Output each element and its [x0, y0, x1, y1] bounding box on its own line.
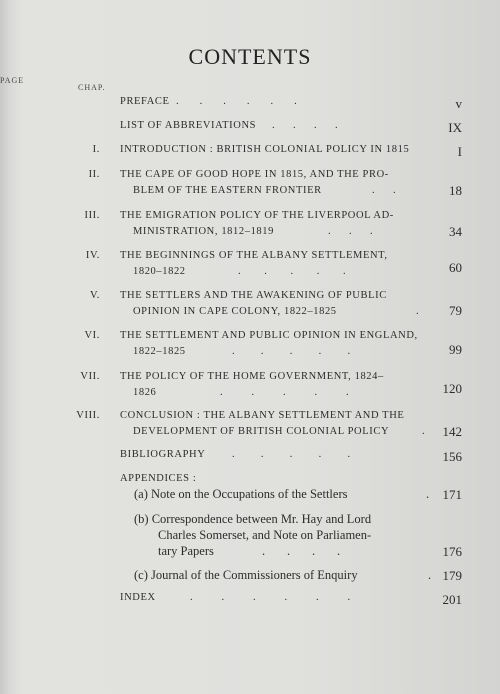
- chap-column-header: CHAP.: [78, 83, 106, 92]
- entry-page: 120: [442, 381, 462, 396]
- entry-title: THE POLICY OF THE HOME GOVERNMENT, 1824–: [120, 371, 384, 382]
- entry-title-cont: MINISTRATION, 1812–1819: [133, 226, 274, 237]
- chapter-number: IV.: [85, 250, 100, 261]
- entry-page: 79: [449, 303, 462, 318]
- entry-page: 34: [449, 224, 462, 239]
- entry-title: THE BEGINNINGS OF THE ALBANY SETTLEMENT,: [120, 250, 388, 261]
- entry-title: (b) Correspondence between Mr. Hay and Lord: [134, 512, 372, 526]
- leader-dots: . . .: [328, 226, 373, 237]
- entry-title: THE SETTLEMENT AND PUBLIC OPINION IN ENGLAND,: [120, 330, 418, 341]
- leader-dots: . . . .: [262, 544, 341, 558]
- entry-title-cont: OPINION IN CAPE COLONY, 1822–1825: [133, 306, 337, 317]
- entry-page: 99: [449, 342, 462, 357]
- entry-title-cont: BLEM OF THE EASTERN FRONTIER: [133, 185, 322, 196]
- leader-dots: .: [416, 306, 419, 317]
- entry-page: 201: [442, 592, 462, 607]
- leader-dots: . . . . .: [232, 346, 351, 357]
- entry-title-cont: Charles Somerset, and Note on Parliamen-: [158, 528, 372, 542]
- chapter-number: V.: [89, 290, 100, 301]
- leader-dots: .: [428, 568, 432, 582]
- page-title: CONTENTS: [188, 44, 312, 69]
- entry-page: 171: [442, 487, 462, 502]
- chapter-number: VI.: [84, 330, 100, 341]
- leader-dots: . . . . . .: [176, 96, 297, 107]
- entry-title: THE EMIGRATION POLICY OF THE LIVERPOOL AD-: [120, 210, 394, 221]
- entry-page: v: [455, 96, 462, 111]
- entry-page: IX: [448, 120, 462, 135]
- leader-dots: . . . .: [272, 120, 338, 131]
- entry-title-cont-2: tary Papers: [158, 544, 214, 558]
- chapter-number: VIII.: [76, 410, 100, 421]
- leader-dots: . . . . .: [238, 266, 346, 277]
- entry-title-cont: 1820–1822: [133, 266, 186, 277]
- entry-title-cont: 1826: [133, 387, 157, 398]
- chapter-number: VII.: [80, 371, 100, 382]
- entry-title: CONCLUSION : THE ALBANY SETTLEMENT AND THE: [120, 410, 405, 421]
- entry-page: I: [457, 144, 462, 159]
- entry-title: INDEX: [120, 592, 156, 603]
- leader-dots: . . . . .: [232, 449, 351, 460]
- entry-title-cont: DEVELOPMENT OF BRITISH COLONIAL POLICY: [133, 426, 390, 437]
- leader-dots: .: [422, 426, 425, 437]
- entry-title-cont: 1822–1825: [133, 346, 186, 357]
- chapter-number: III.: [84, 210, 100, 221]
- leader-dots: .: [426, 487, 430, 501]
- entry-title: INTRODUCTION : BRITISH COLONIAL POLICY IN 1815: [120, 144, 410, 155]
- entry-title: THE CAPE OF GOOD HOPE IN 1815, AND THE PRO-: [120, 169, 389, 180]
- entry-title: THE SETTLERS AND THE AWAKENING OF PUBLIC: [120, 290, 387, 301]
- entry-title: (a) Note on the Occupations of the Settlers: [134, 487, 348, 501]
- entry-page: 18: [449, 183, 462, 198]
- chapter-number: I.: [92, 144, 100, 155]
- entry-title: PREFACE: [120, 96, 170, 107]
- entry-page: 156: [442, 449, 462, 464]
- entry-title: (c) Journal of the Commissioners of Enquiry: [134, 568, 358, 582]
- entry-page: 60: [449, 260, 462, 275]
- appendices-label: APPENDICES :: [120, 473, 197, 484]
- chapter-number: II.: [88, 169, 100, 180]
- leader-dots: . .: [372, 185, 396, 196]
- leader-dots: . . . . . .: [190, 592, 351, 603]
- entry-page: 179: [442, 568, 462, 583]
- entry-title: BIBLIOGRAPHY: [120, 449, 206, 460]
- entry-page: 176: [442, 544, 462, 559]
- entry-page: 142: [442, 424, 462, 439]
- page-column-header: PAGE: [0, 76, 25, 85]
- leader-dots: . . . . .: [220, 387, 349, 398]
- entry-title: LIST OF ABBREVIATIONS: [120, 120, 257, 131]
